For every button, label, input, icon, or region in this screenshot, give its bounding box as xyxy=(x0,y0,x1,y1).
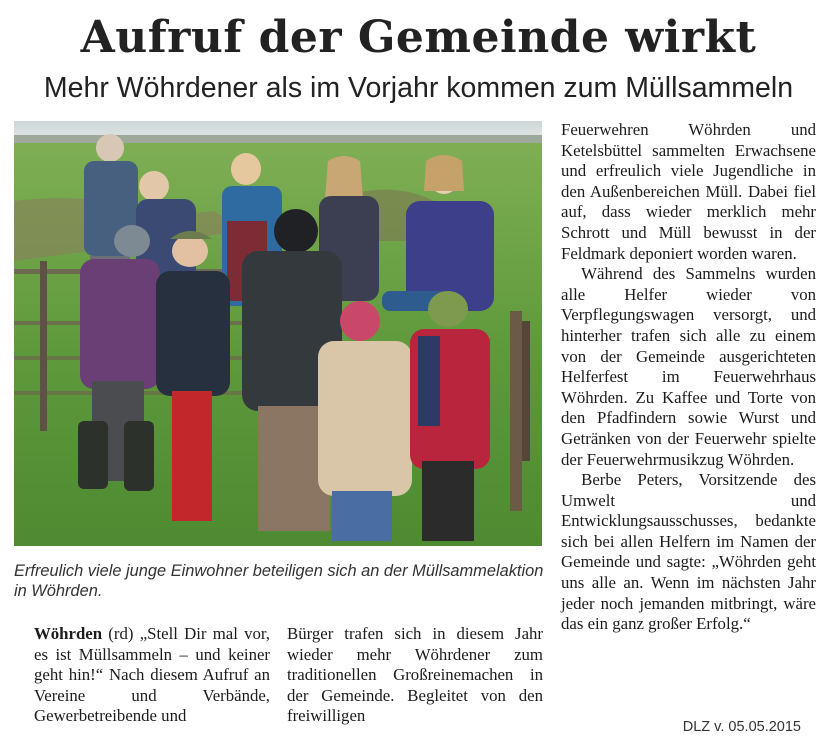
headline: Aufruf der Gemeinde wirkt xyxy=(80,12,757,63)
column-3-paragraph-3: Berbe Peters, Vorsitzende des Umwelt und Entwicklungsausschusses, bedankte sich bei allen Helfern im Namen der Gemeinde und sagte: „Wöhrden geht uns alle an. Wenn im nächsten Jahr jeder noch jemanden mitbringt, wäre das ein ganz großer Erfolg.“ xyxy=(561,470,816,634)
article-column-3 xyxy=(561,120,816,635)
dateline-place: Wöhrden xyxy=(34,624,103,643)
column-1-text: „Stell Dir mal vor, es ist Müllsammeln – und keiner geht hin!“ Nach diesem Aufruf an Vereine und Verbände, Gewerbetreibende und xyxy=(34,624,271,726)
subheadline: Mehr Wöhrdener als im Vorjahr kommen zum Müllsammeln xyxy=(43,72,794,104)
column-3-paragraph-1: Feuerwehren Wöhrden und Ketelsbüttel sammelten Erwachsene und erfreulich viele Jugendliche in den Außenbereichen Müll. Dabei fiel auf, dass wieder merklich mehr Schrott und Müll bewusst in der Feldmark deponiert worden waren. xyxy=(561,120,816,263)
photo-caption: Erfreulich viele junge Einwohner beteiligen sich an der Müllsammelaktion in Wöhrden. xyxy=(14,562,544,600)
dateline-agency: (rd) xyxy=(102,624,140,643)
photo-children-collecting-litter xyxy=(14,121,542,546)
news-photo xyxy=(14,121,542,546)
source-stamp: DLZ v. 05.05.2015 xyxy=(682,719,801,735)
column-2-text: Bürger trafen sich in diesem Jahr wieder mehr Wöhrdener zum traditionellen Großreinemachen in der Gemeinde. Begleitet von den freiwilligen xyxy=(287,624,543,726)
article-column-2 xyxy=(287,624,543,727)
column-3-paragraph-2: Während des Sammelns wurden alle Helfer wieder von Verpflegungswagen versorgt, und hinterher trafen sich alle zu einem von der Gemeinde ausgerichteten Helferfest im Feuerwehrhaus Wöhrden. Zu Kaffee und Torte von den Pfadfindern sowie Wurst und Getränken von der Feuerwehr spielte der Feuerwehrmusikzug Wöhrden. xyxy=(561,264,816,469)
article-column-1 xyxy=(34,624,270,727)
